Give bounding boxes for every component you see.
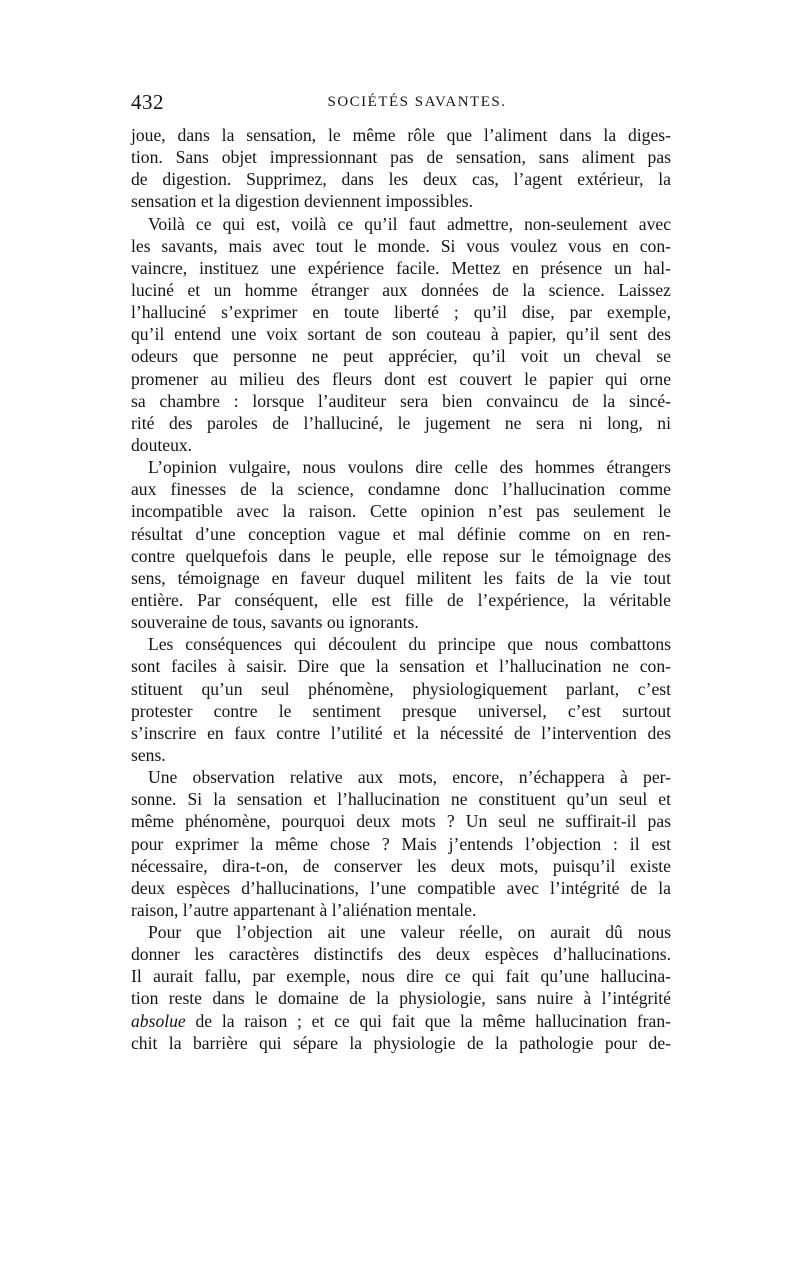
text-line: rité des paroles de l’halluciné, le jugement ne sera ni long, ni (131, 412, 671, 433)
line-remainder: de la raison ; et ce qui fait que la même hallucination fran- (185, 1010, 671, 1031)
text-line: chit la barrière qui sépare la physiologie de la pathologie pour de- (131, 1032, 671, 1053)
text-line: promener au milieu des fleurs dont est couvert le papier qui orne (131, 368, 671, 389)
text-line: les savants, mais avec tout le monde. Si vous voulez vous en con- (131, 235, 671, 256)
page-number: 432 (131, 90, 164, 114)
text-line: de digestion. Supprimez, dans les deux cas, l’agent extérieur, la (131, 169, 671, 190)
text-line: sa chambre : lorsque l’auditeur sera bien convaincu de la sincé- (131, 390, 671, 411)
text-line: sensation et la digestion deviennent impossibles. (131, 191, 474, 212)
text-line: sont faciles à saisir. Dire que la sensation et l’hallucination ne con- (131, 656, 671, 677)
text-line: même phénomène, pourquoi deux mots ? Un seul ne suffirait-il pas (131, 811, 671, 832)
text-line: entière. Par conséquent, elle est fille de l’expérience, la véritable (131, 589, 671, 610)
paragraph (131, 456, 671, 633)
text-line: douteux. (131, 434, 193, 455)
text-line: qu’il entend une voix sortant de son couteau à papier, qu’il sent des (131, 324, 671, 345)
text-line: Une observation relative aux mots, encore, n’échappera à per- (148, 767, 671, 788)
text-line: raison, l’autre appartenant à l’aliénation mentale. (131, 899, 477, 920)
text-line: stituent qu’un seul phénomène, physiologiquement parlant, c’est (131, 678, 671, 699)
paragraph (131, 921, 671, 1054)
paragraph (131, 124, 671, 213)
text-line: sonne. Si la sensation et l’hallucination ne constituent qu’un seul et (131, 789, 671, 810)
text-line: s’inscrire en faux contre l’utilité et la nécessité de l’intervention des (131, 722, 671, 743)
running-head (131, 90, 671, 120)
text-line: l’halluciné s’exprimer en toute liberté ; qu’il dise, par exemple, (131, 302, 671, 323)
text-line: tion reste dans le domaine de la physiologie, sans nuire à l’intégrité (131, 988, 671, 1009)
running-title: SOCIÉTÉS SAVANTES. (327, 94, 507, 110)
text-line: aux finesses de la science, condamne donc l’hallucination comme (131, 479, 671, 500)
text-line: Pour que l’objection ait une valeur réelle, on aurait dû nous (148, 922, 671, 943)
text-line: odeurs que personne ne peut apprécier, qu’il voit un cheval se (131, 346, 671, 367)
text-line: deux espèces d’hallucinations, l’une compatible avec l’intégrité de la (131, 877, 671, 898)
text-line: résultat d’une conception vague et mal définie comme on en ren- (131, 523, 671, 544)
text-line (131, 1010, 671, 1032)
text-line: Il aurait fallu, par exemple, nous dire ce qui fait qu’une hallucina- (131, 966, 671, 987)
text-line: incompatible avec la raison. Cette opinion n’est pas seulement le (131, 501, 671, 522)
paragraph (131, 213, 671, 457)
text-line: Les conséquences qui découlent du principe que nous combattons (148, 634, 671, 655)
text-line: donner les caractères distinctifs des deux espèces d’hallucinations. (131, 944, 671, 965)
text-line: pour exprimer la même chose ? Mais j’entends l’objection : il est (131, 833, 671, 854)
text-line: souveraine de tous, savants ou ignorants. (131, 612, 419, 633)
paragraph (131, 633, 671, 766)
text-line: vaincre, instituez une expérience facile. Mettez en présence un hal- (131, 257, 671, 278)
body-text (131, 124, 671, 1054)
text-line: luciné et un homme étranger aux données de la science. Laissez (131, 279, 671, 300)
text-line: tion. Sans objet impressionnant pas de sensation, sans aliment pas (131, 147, 671, 168)
paragraph (131, 766, 671, 921)
text-line: contre quelquefois dans le peuple, elle repose sur le témoignage des (131, 545, 671, 566)
text-line: sens, témoignage en faveur duquel militent les faits de la vie tout (131, 567, 671, 588)
text-line: sens. (131, 744, 166, 765)
text-line: Voilà ce qui est, voilà ce qu’il faut admettre, non-seulement avec (148, 213, 671, 234)
text-line: joue, dans la sensation, le même rôle que l’aliment dans la diges- (131, 125, 671, 145)
text-line: protester contre le sentiment presque universel, c’est surtout (131, 700, 671, 721)
emphasis-word: absolue (131, 1010, 186, 1031)
text-line: L’opinion vulgaire, nous voulons dire celle des hommes étrangers (148, 457, 671, 478)
text-line: nécessaire, dira-t-on, de conserver les deux mots, puisqu’il existe (131, 855, 671, 876)
